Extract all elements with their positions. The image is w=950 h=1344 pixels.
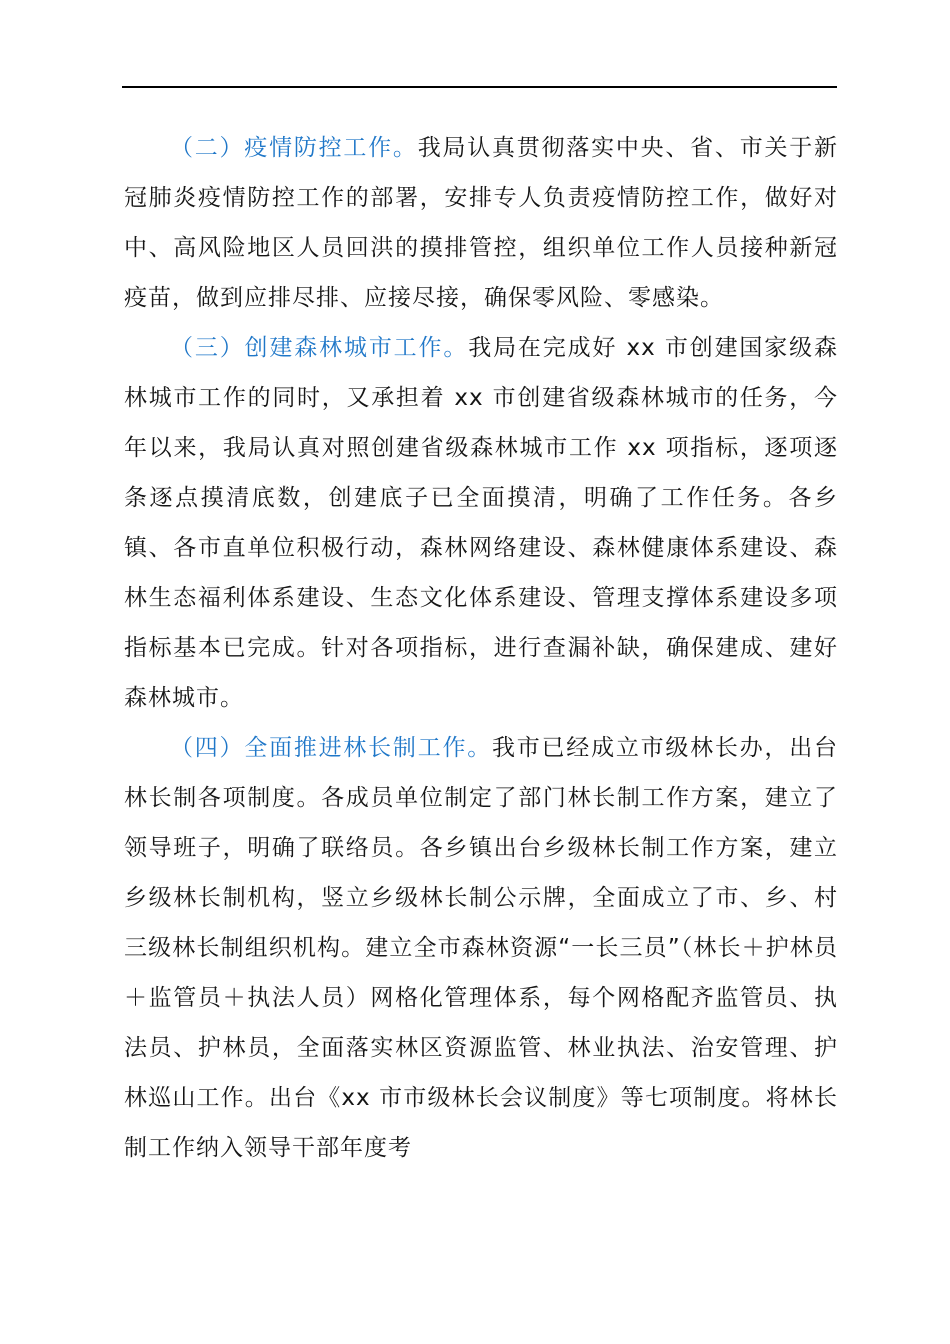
section-heading-forest-chief: （四）全面推进林长制工作。 (170, 735, 492, 761)
document-body (124, 123, 838, 1173)
paragraph-forest-chief (124, 723, 838, 1173)
header-rule (122, 86, 837, 88)
section-text-forest-chief: 我市已经成立市级林长办，出台林长制各项制度。各成员单位制定了部门林长制工作方案，建立了领导班子，明确了联络员。各乡镇出台乡级林长制工作方案，建立乡级林长制机构，竖立乡级林长制公示牌，全面成立了市、乡、村三级林长制组织机构。建立全市森林资源“一长三员”（林长＋护林员＋监管员＋执法人员）网格化管理体系，每个网格配齐监管员、执法员、护林员，全面落实林区资源监管、林业执法、治安管理、护林巡山工作。出台《xx 市市级林长会议制度》等七项制度。将林长制工作纳入领导干部年度考 (124, 735, 839, 1161)
section-text-forest-city: 我局在完成好 xx 市创建国家级森林城市工作的同时，又承担着 xx 市创建省级森林城市的任务，今年以来，我局认真对照创建省级森林城市工作 xx 项指标，逐项逐条逐点摸清底数，创建底子已全面摸清，明确了工作任务。各乡镇、各市直单位积极行动，森林网络建设、森林健康体系建设、森林生态福利体系建设、生态文化体系建设、管理支撑体系建设多项指标基本已完成。针对各项指标，进行查漏补缺，确保建成、建好森林城市。 (124, 335, 838, 711)
paragraph-epidemic-control (124, 123, 838, 323)
section-text-epidemic-control: 我局认真贯彻落实中央、省、市关于新冠肺炎疫情防控工作的部署，安排专人负责疫情防控工作，做好对中、高风险地区人员回洪的摸排管控，组织单位工作人员接种新冠疫苗，做到应排尽排、应接尽接，确保零风险、零感染。 (124, 135, 839, 311)
section-heading-forest-city: （三）创建森林城市工作。 (170, 335, 469, 361)
paragraph-forest-city (124, 323, 838, 723)
section-heading-epidemic-control: （二）疫情防控工作。 (170, 135, 418, 161)
